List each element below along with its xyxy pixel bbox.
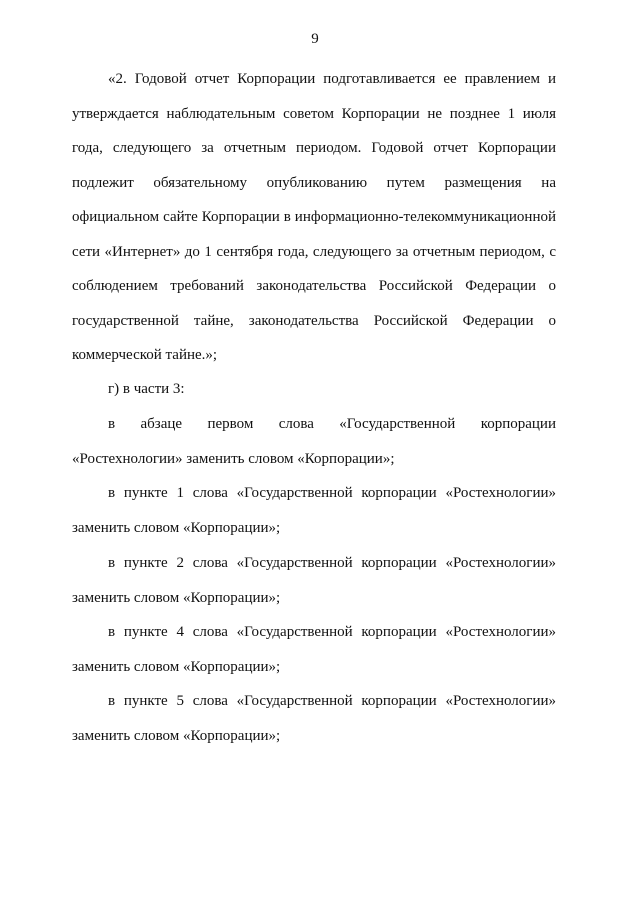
text-line: года, следующего за отчетным периодом. Годовой отчет Корпорации bbox=[72, 140, 556, 156]
text-line: официальном сайте Корпорации в информационно-телекоммуникационной bbox=[72, 209, 556, 225]
text-line: коммерческой тайне.»; bbox=[72, 347, 218, 363]
paragraph-point-2 bbox=[72, 546, 556, 615]
text-line: утверждается наблюдательным советом Корпорации не позднее 1 июля bbox=[72, 105, 556, 122]
text-line: заменить словом «Корпорации»; bbox=[72, 727, 281, 744]
text-line: в пункте 1 слова «Государственной корпорации «Ростехнологии» bbox=[108, 485, 556, 501]
text-line: «Ростехнологии» заменить словом «Корпорации»; bbox=[72, 450, 395, 467]
text-line: заменить словом «Корпорации»; bbox=[72, 589, 281, 606]
text-line: г) в части 3: bbox=[108, 381, 185, 397]
text-line: сети «Интернет» до 1 сентября года, следующего за отчетным периодом, с bbox=[72, 243, 556, 260]
item-g bbox=[72, 372, 556, 407]
paragraph-point-5 bbox=[72, 684, 556, 753]
paragraph-point-1 bbox=[72, 476, 556, 545]
text-line: заменить словом «Корпорации»; bbox=[72, 519, 281, 536]
paragraph-point-4 bbox=[72, 615, 556, 684]
text-line: заменить словом «Корпорации»; bbox=[72, 658, 281, 675]
page-number: 9 bbox=[311, 31, 319, 47]
text-line: «2. Годовой отчет Корпорации подготавливается ее правлением и bbox=[108, 71, 556, 87]
text-line: в пункте 4 слова «Государственной корпорации «Ростехнологии» bbox=[108, 624, 556, 640]
text-line: в пункте 5 слова «Государственной корпорации «Ростехнологии» bbox=[108, 693, 556, 709]
text-line: соблюдением требований законодательства Российской Федерации о bbox=[72, 278, 556, 294]
paragraph-annual-report bbox=[72, 62, 556, 373]
text-line: в абзаце первом слова «Государственной корпорации bbox=[108, 416, 556, 432]
text-line: государственной тайне, законодательства Российской Федерации о bbox=[72, 312, 556, 329]
text-line: в пункте 2 слова «Государственной корпорации «Ростехнологии» bbox=[108, 555, 556, 571]
text-line: подлежит обязательному опубликованию путем размещения на bbox=[72, 174, 556, 191]
paragraph-abzac-first bbox=[72, 407, 556, 476]
